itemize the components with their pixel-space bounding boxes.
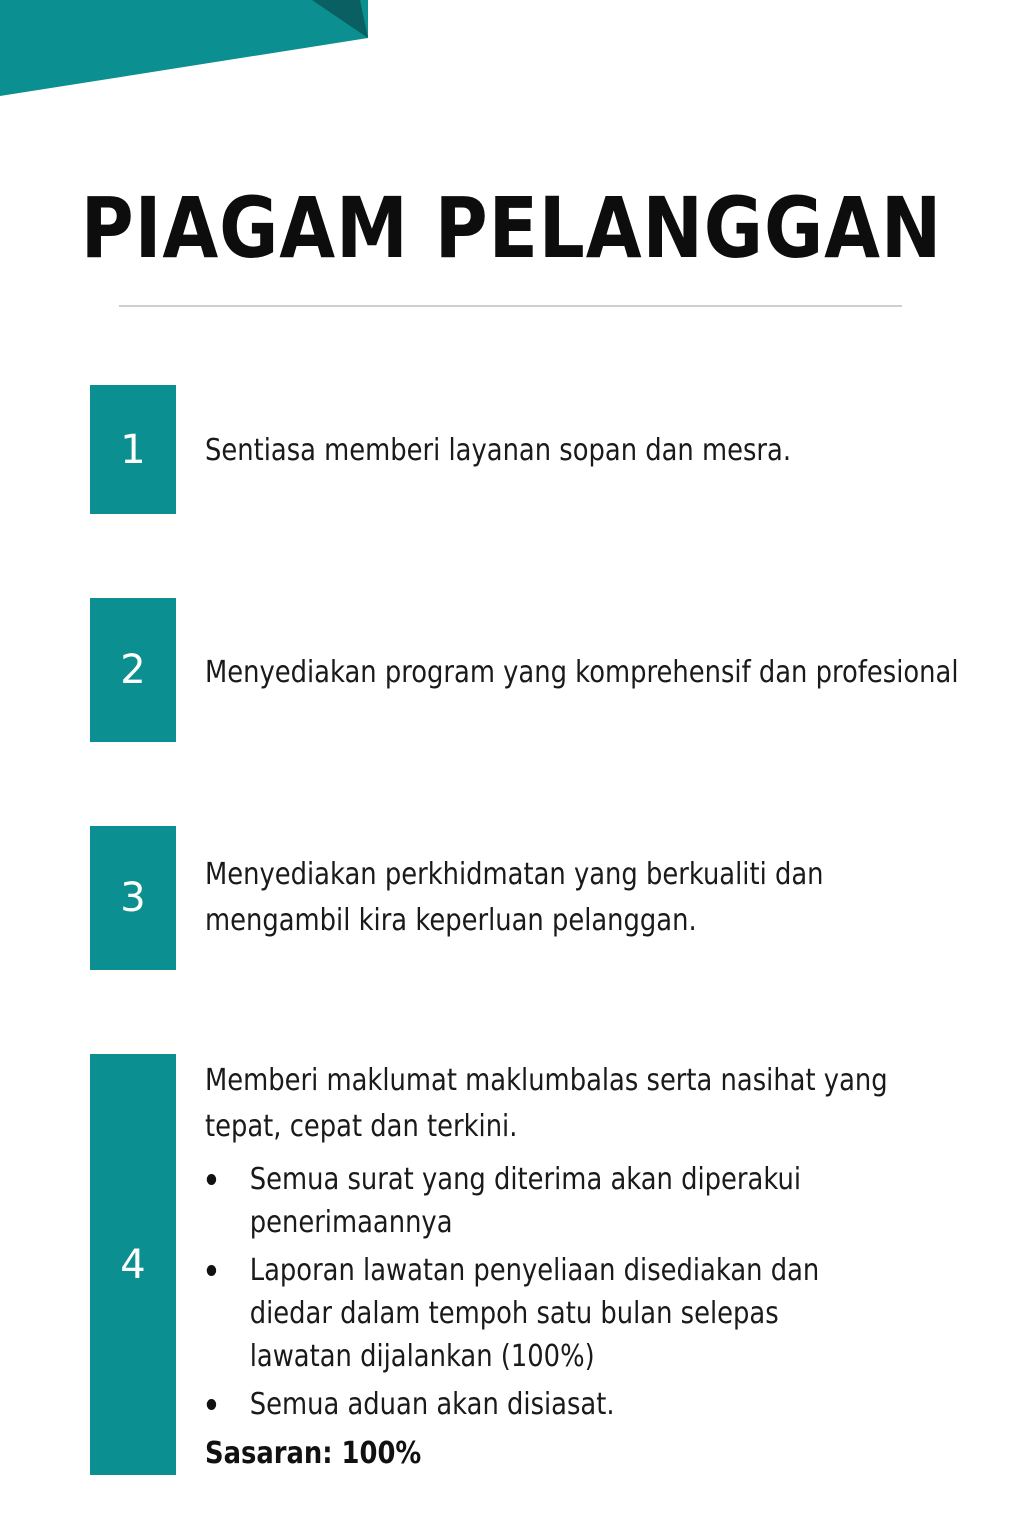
bullet-text: Semua surat yang diterima akan diperakui penerimaannya — [249, 1162, 801, 1240]
item-text-4: Memberi maklumat maklumbalas serta nasihat yang tepat, cepat dan terkini. — [205, 1063, 888, 1144]
corner-decoration — [0, 0, 380, 110]
bullet-item — [205, 1158, 859, 1244]
bullet-dot-icon — [207, 1265, 216, 1276]
bullet-text: Laporan lawatan penyeliaan disediakan dan diedar dalam tempoh satu bulan selepas lawatan dijalankan (100%) — [249, 1253, 820, 1374]
bullet-dot-icon — [207, 1399, 216, 1410]
bullet-item — [205, 1383, 859, 1426]
bullet-text: Semua aduan akan disiasat. — [249, 1387, 615, 1422]
item-text-2: Menyediakan program yang komprehensif dan profesional — [205, 655, 959, 690]
page-title: PIAGAM PELANGGAN — [80, 179, 943, 277]
item-text-1: Sentiasa memberi layanan sopan dan mesra. — [205, 433, 792, 468]
item-number-4: 4 — [90, 1054, 176, 1475]
target-label: Sasaran: 100% — [205, 1436, 422, 1471]
bullet-item — [205, 1249, 859, 1378]
item-4-bullet-list — [205, 1158, 859, 1431]
item-number-1: 1 — [90, 385, 176, 514]
item-text-3: Menyediakan perkhidmatan yang berkualiti dan mengambil kira keperluan pelanggan. — [205, 857, 824, 938]
bullet-dot-icon — [207, 1174, 216, 1185]
item-number-2: 2 — [90, 598, 176, 742]
title-divider — [119, 305, 902, 307]
item-number-3: 3 — [90, 826, 176, 970]
